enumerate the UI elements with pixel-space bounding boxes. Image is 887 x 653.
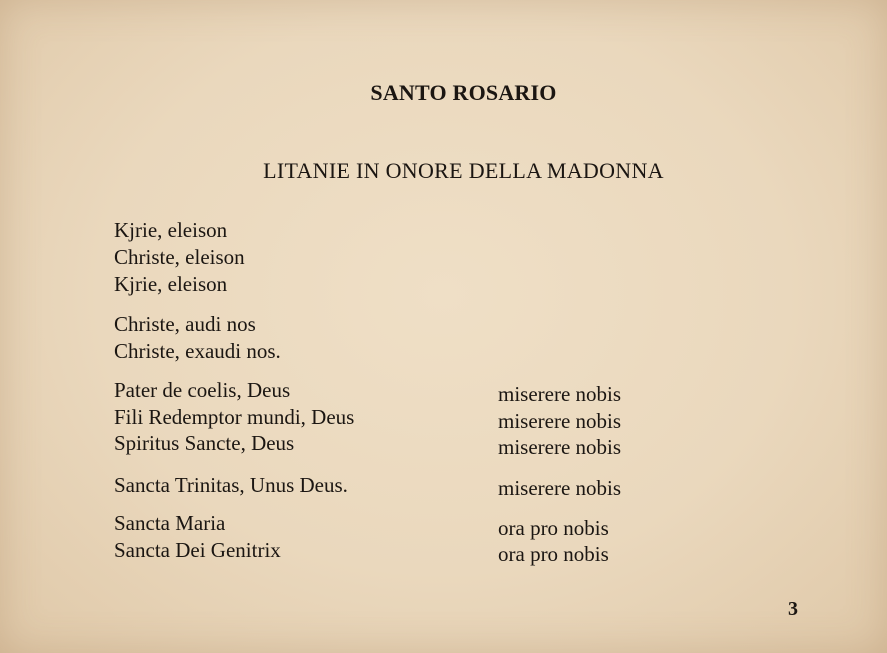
page-number: 3 <box>788 598 798 620</box>
kyrie-line: Kjrie, eleison <box>114 272 228 296</box>
kyrie-line: Christe, eleison <box>114 245 245 269</box>
response-line: miserere nobis <box>498 435 622 459</box>
christe-line: Christe, exaudi nos. <box>114 339 281 363</box>
invocation-line: Fili Redemptor mundi, Deus <box>114 405 355 429</box>
christe-line: Christe, audi nos <box>114 312 256 336</box>
invocation-line: Sancta Trinitas, Unus Deus. <box>114 473 348 497</box>
invocation-line: Spiritus Sancte, Deus <box>114 431 295 455</box>
invocation-line: Pater de coelis, Deus <box>114 378 291 402</box>
invocation-line: Sancta Maria <box>114 511 226 535</box>
response-line: ora pro nobis <box>498 516 609 540</box>
page-header-title: SANTO ROSARIO <box>370 80 557 105</box>
response-line: miserere nobis <box>498 409 622 433</box>
litany-title: LITANIE IN ONORE DELLA MADONNA <box>263 158 664 183</box>
invocation-line: Sancta Dei Genitrix <box>114 538 281 562</box>
response-line: ora pro nobis <box>498 542 609 566</box>
response-line: miserere nobis <box>498 382 622 406</box>
kyrie-line: Kjrie, eleison <box>114 218 228 242</box>
response-line: miserere nobis <box>498 476 622 500</box>
